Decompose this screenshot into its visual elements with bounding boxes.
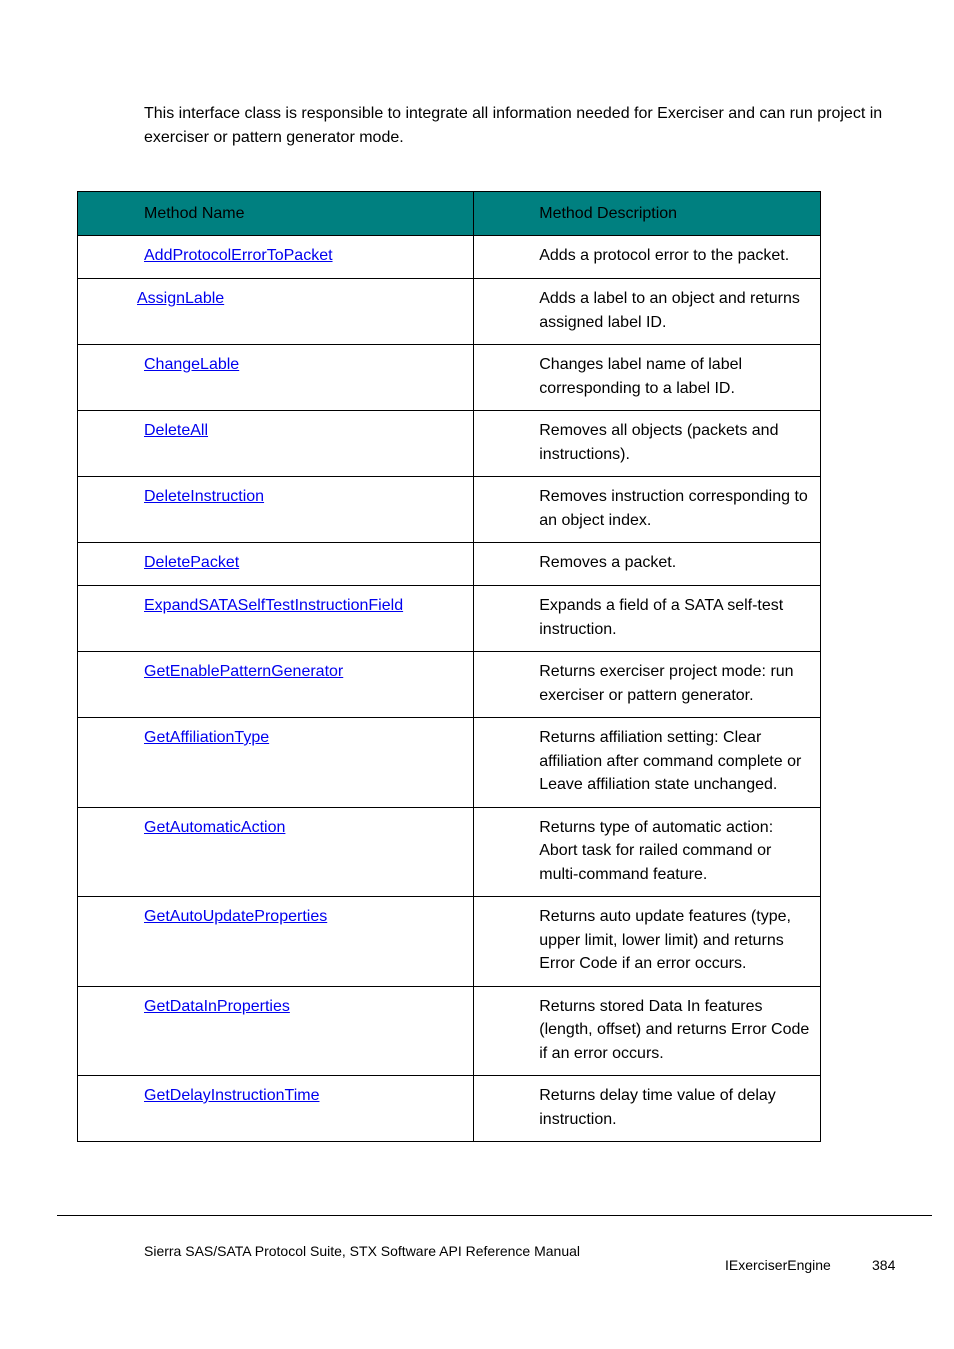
table-row [78,986,821,1076]
method-link[interactable]: GetDataInProperties [144,997,290,1015]
table-row [78,279,821,345]
table-row [78,718,821,808]
method-description: Removes all objects (packets and instructions). [539,422,779,463]
table-row [78,543,821,586]
method-description: Returns delay time value of delay instruction. [539,1087,776,1128]
method-link[interactable]: DeleteInstruction [144,488,265,505]
method-description: Adds a label to an object and returns assigned label ID. [539,290,800,331]
table-row [78,586,821,652]
table-row [78,897,821,987]
method-description: Returns type of automatic action: Abort task for railed command or multi-command feature. [539,818,774,883]
table-row [78,652,821,718]
footer-page-number: 384 [872,1257,896,1273]
methods-table [77,191,821,1142]
method-description: Returns auto update features (type, upper limit, lower limit) and returns Error Code if an error occurs. [539,908,791,972]
header-method-name: Method Name [78,192,474,236]
method-description: Expands a field of a SATA self-test instruction. [539,597,784,638]
method-description: Removes a packet. [539,554,677,571]
method-description: Returns exerciser project mode: run exerciser or pattern generator. [539,663,794,704]
table-row [78,411,821,477]
table-header-row [78,192,821,236]
table-row [78,807,821,897]
method-link[interactable]: ChangeLable [144,356,240,373]
method-link[interactable]: AssignLable [137,290,225,307]
method-link[interactable]: GetEnablePatternGenerator [144,663,344,680]
method-link[interactable]: GetAffiliationType [144,729,270,746]
header-method-description: Method Description [474,192,821,236]
footer-section-name: IExerciserEngine [725,1257,831,1273]
method-description: Removes instruction corresponding to an object index. [539,488,808,529]
method-link[interactable]: ExpandSATASelfTestInstructionField [144,597,404,614]
table-row [78,477,821,543]
method-link[interactable]: GetDelayInstructionTime [144,1087,320,1104]
method-description: Changes label name of label corresponding to a label ID. [539,356,743,397]
method-link[interactable]: GetAutomaticAction [144,818,286,836]
method-description: Returns affiliation setting: Clear affiliation after command complete or Leave affiliation state unchanged. [539,729,802,793]
footer-manual-title: Sierra SAS/SATA Protocol Suite, STX Software API Reference Manual [144,1243,581,1259]
method-description: Adds a protocol error to the packet. [539,247,790,264]
method-link[interactable]: AddProtocolErrorToPacket [144,247,333,264]
footer-divider [57,1215,932,1216]
method-description: Returns stored Data In features (length, offset) and returns Error Code if an error occurs. [539,997,810,1062]
table-row [78,345,821,411]
table-row [78,1076,821,1142]
table-row [78,236,821,279]
method-link[interactable]: DeleteAll [144,422,209,439]
intro-paragraph: This interface class is responsible to integrate all information needed for Exerciser and can run project in exerciser or pattern generator mode. [144,105,883,146]
method-link[interactable]: DeletePacket [144,554,240,571]
method-link[interactable]: GetAutoUpdateProperties [144,908,328,925]
